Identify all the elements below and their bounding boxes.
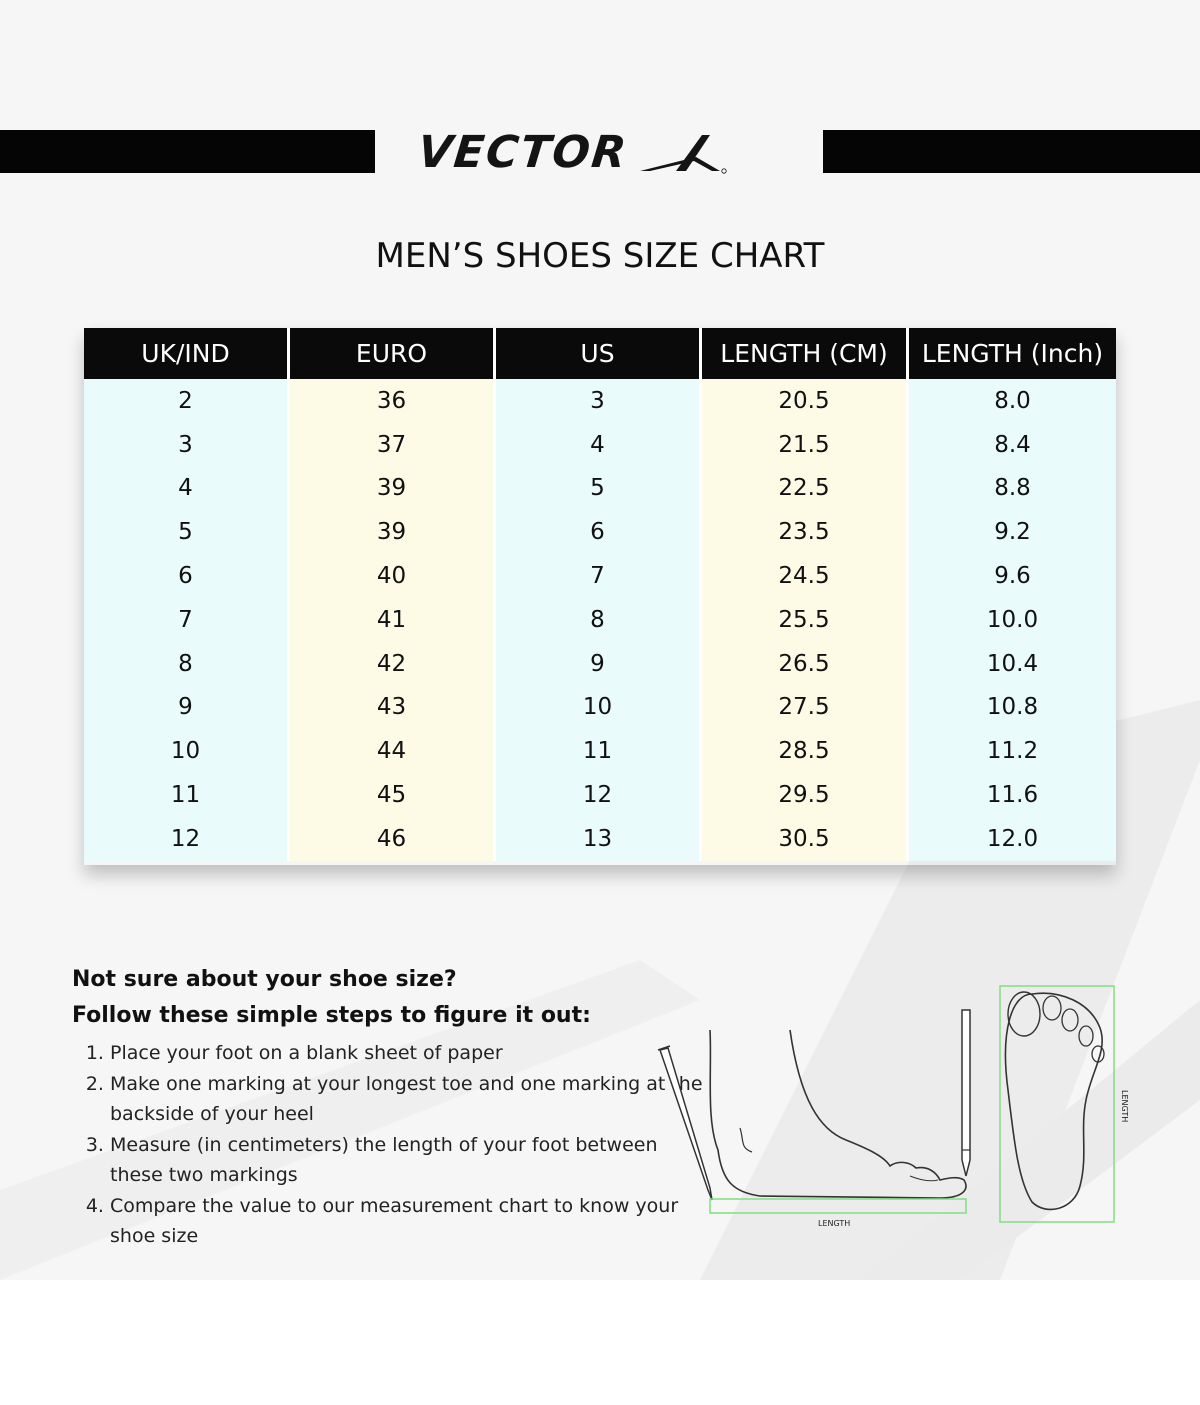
cell-uk-ind: 11 <box>84 773 290 817</box>
step-item: 4. Compare the value to our measurement chart to know your shoe size <box>110 1191 712 1252</box>
cell-us: 11 <box>496 729 702 773</box>
cell-euro: 40 <box>290 554 496 598</box>
table-header-row <box>84 328 1116 379</box>
pencil-icon <box>658 1046 712 1200</box>
cell-length-cm: 24.5 <box>702 554 909 598</box>
cell-length-inch: 10.4 <box>909 642 1116 686</box>
steps-list <box>72 1038 712 1252</box>
cell-uk-ind: 4 <box>84 467 290 511</box>
table-row <box>84 423 1116 467</box>
table-row <box>84 642 1116 686</box>
cell-length-inch: 8.0 <box>909 379 1116 423</box>
cell-uk-ind: 5 <box>84 510 290 554</box>
cell-uk-ind: 2 <box>84 379 290 423</box>
cell-uk-ind: 7 <box>84 598 290 642</box>
cell-uk-ind: 6 <box>84 554 290 598</box>
cell-length-cm: 22.5 <box>702 467 909 511</box>
cell-length-cm: 23.5 <box>702 510 909 554</box>
cell-euro: 43 <box>290 686 496 730</box>
cell-euro: 45 <box>290 773 496 817</box>
table-row <box>84 729 1116 773</box>
table-row <box>84 817 1116 861</box>
cell-us: 13 <box>496 817 702 861</box>
cell-length-inch: 11.6 <box>909 773 1116 817</box>
cell-us: 8 <box>496 598 702 642</box>
table-row <box>84 554 1116 598</box>
cell-us: 4 <box>496 423 702 467</box>
page-title: MEN’S SHOES SIZE CHART <box>375 236 825 276</box>
step-item: 1. Place your foot on a blank sheet of paper <box>110 1038 712 1069</box>
cell-length-inch: 9.6 <box>909 554 1116 598</box>
cell-length-cm: 20.5 <box>702 379 909 423</box>
cell-uk-ind: 10 <box>84 729 290 773</box>
cell-length-inch: 8.4 <box>909 423 1116 467</box>
cell-length-cm: 30.5 <box>702 817 909 861</box>
pencil-icon <box>962 1010 970 1176</box>
cell-uk-ind: 3 <box>84 423 290 467</box>
size-chart <box>84 328 1116 865</box>
vector-x-logo-icon <box>636 127 728 177</box>
foot-side-icon <box>710 1030 966 1198</box>
cell-length-cm: 21.5 <box>702 423 909 467</box>
cell-euro: 46 <box>290 817 496 861</box>
cell-euro: 41 <box>290 598 496 642</box>
cell-euro: 36 <box>290 379 496 423</box>
header-band-left <box>0 130 375 173</box>
cell-us: 12 <box>496 773 702 817</box>
cell-length-inch: 10.8 <box>909 686 1116 730</box>
cell-length-cm: 25.5 <box>702 598 909 642</box>
table-row <box>84 379 1116 423</box>
cell-us: 9 <box>496 642 702 686</box>
instructions-subheading: Follow these simple steps to figure it out: <box>72 1003 591 1028</box>
instructions <box>72 964 712 1252</box>
cell-us: 3 <box>496 379 702 423</box>
instructions-question: Not sure about your shoe size? <box>72 967 457 992</box>
foot-measure-illustration <box>640 980 1130 1240</box>
cell-euro: 39 <box>290 510 496 554</box>
cell-length-cm: 29.5 <box>702 773 909 817</box>
brand-name: VECTOR <box>415 126 631 178</box>
table-row <box>84 598 1116 642</box>
cell-uk-ind: 9 <box>84 686 290 730</box>
brand-logo <box>415 122 728 182</box>
table-body <box>84 379 1116 861</box>
cell-euro: 39 <box>290 467 496 511</box>
side-length-label: LENGTH <box>818 1219 851 1228</box>
cell-length-inch: 11.2 <box>909 729 1116 773</box>
header-us: US <box>496 328 702 379</box>
cell-length-inch: 8.8 <box>909 467 1116 511</box>
header-length-inch: LENGTH (Inch) <box>909 328 1116 379</box>
cell-uk-ind: 12 <box>84 817 290 861</box>
header-uk-ind: UK/IND <box>84 328 290 379</box>
header-euro: EURO <box>290 328 496 379</box>
cell-length-inch: 9.2 <box>909 510 1116 554</box>
table-row <box>84 510 1116 554</box>
table-row <box>84 467 1116 511</box>
cell-length-inch: 12.0 <box>909 817 1116 861</box>
sole-length-label: LENGTH <box>1120 1090 1129 1123</box>
header-length-cm: LENGTH (CM) <box>702 328 909 379</box>
cell-us: 10 <box>496 686 702 730</box>
cell-length-cm: 28.5 <box>702 729 909 773</box>
cell-length-cm: 27.5 <box>702 686 909 730</box>
header-band-right <box>823 130 1200 173</box>
cell-length-inch: 10.0 <box>909 598 1116 642</box>
foot-sole-icon <box>1000 986 1114 1222</box>
table-row <box>84 686 1116 730</box>
cell-us: 6 <box>496 510 702 554</box>
cell-us: 5 <box>496 467 702 511</box>
step-item: 2. Make one marking at your longest toe and one marking at the backside of your heel <box>110 1069 712 1130</box>
cell-euro: 42 <box>290 642 496 686</box>
cell-length-cm: 26.5 <box>702 642 909 686</box>
cell-us: 7 <box>496 554 702 598</box>
step-item: 3. Measure (in centimeters) the length of your foot between these two markings <box>110 1130 712 1191</box>
size-table <box>84 328 1116 861</box>
cell-euro: 37 <box>290 423 496 467</box>
cell-euro: 44 <box>290 729 496 773</box>
table-row <box>84 773 1116 817</box>
cell-uk-ind: 8 <box>84 642 290 686</box>
